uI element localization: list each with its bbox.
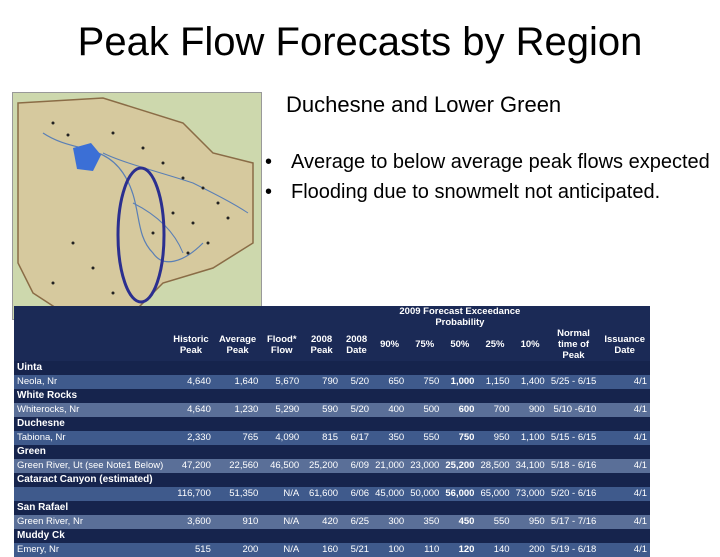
forecast-table	[14, 306, 650, 557]
table-cell: 750	[442, 431, 477, 445]
table-cell: 300	[372, 515, 407, 529]
slide-title: Peak Flow Forecasts by Region	[77, 20, 643, 64]
table-cell: 22,560	[214, 459, 261, 473]
group-label: Uinta	[14, 361, 650, 375]
table-cell: 23,000	[407, 459, 442, 473]
summary-bullets	[262, 150, 712, 210]
group-label: Muddy Ck	[14, 529, 650, 543]
column-header: 2008 Peak	[302, 328, 341, 361]
table-cell: 5/18 - 6/16	[548, 459, 600, 473]
table-cell: 5/25 - 6/15	[548, 375, 600, 389]
group-label: Cataract Canyon (estimated)	[14, 473, 650, 487]
table-cell: 5/20	[341, 403, 372, 417]
table-cell: 160	[302, 543, 341, 557]
group-row	[14, 417, 650, 431]
table-cell: N/A	[261, 487, 302, 501]
table-cell: 140	[477, 543, 512, 557]
table-cell: 1,150	[477, 375, 512, 389]
table-cell: 950	[513, 515, 548, 529]
table-body	[14, 361, 650, 557]
table-cell: 900	[513, 403, 548, 417]
table-cell: 65,000	[477, 487, 512, 501]
table-cell: 950	[477, 431, 512, 445]
table-cell: Neola, Nr	[14, 375, 168, 389]
table-cell: 650	[372, 375, 407, 389]
group-label: Green	[14, 445, 650, 459]
table-cell: 61,600	[302, 487, 341, 501]
column-header: Issuance Date	[599, 328, 650, 361]
table-cell: 73,000	[513, 487, 548, 501]
table-cell: N/A	[261, 515, 302, 529]
column-header: Normal time of Peak	[548, 328, 600, 361]
table-cell: 110	[407, 543, 442, 557]
table-cell: Whiterocks, Nr	[14, 403, 168, 417]
table-cell: 4,090	[261, 431, 302, 445]
table-cell: 515	[168, 543, 214, 557]
table-cell: Green River, Nr	[14, 515, 168, 529]
table-cell: 1,100	[513, 431, 548, 445]
table-cell: 5/21	[341, 543, 372, 557]
table-cell: 400	[372, 403, 407, 417]
table-row	[14, 431, 650, 445]
column-header: 50%	[442, 328, 477, 361]
table-cell: 5/20	[341, 375, 372, 389]
column-header: Historic Peak	[168, 328, 214, 361]
table-cell: 5,670	[261, 375, 302, 389]
table-cell: 450	[442, 515, 477, 529]
table-cell: 750	[407, 375, 442, 389]
table-cell: 56,000	[442, 487, 477, 501]
table-cell: 2,330	[168, 431, 214, 445]
table-cell: 5/19 - 6/18	[548, 543, 600, 557]
group-row	[14, 361, 650, 375]
table-cell: 45,000	[372, 487, 407, 501]
table-cell: 6/09	[341, 459, 372, 473]
table-cell: 25,200	[302, 459, 341, 473]
group-label: San Rafael	[14, 501, 650, 515]
group-row	[14, 473, 650, 487]
table-caption: 2009 Forecast Exceedance Probability	[372, 306, 548, 328]
table-cell: 5/10 -6/10	[548, 403, 600, 417]
table-cell: 4/1	[599, 459, 650, 473]
table-cell: 550	[477, 515, 512, 529]
table-row	[14, 543, 650, 557]
column-header: 90%	[372, 328, 407, 361]
group-label: Duchesne	[14, 417, 650, 431]
column-header	[14, 328, 168, 361]
table-cell: 6/17	[341, 431, 372, 445]
table-cell: Emery, Nr	[14, 543, 168, 557]
table-cell: 4/1	[599, 431, 650, 445]
table-cell: 420	[302, 515, 341, 529]
bullet-item: • Average to below average peak flows expected	[262, 150, 712, 174]
bullet-item: • Flooding due to snowmelt not anticipated.	[262, 180, 712, 204]
table-cell: 4,640	[168, 375, 214, 389]
table-cell: 1,400	[513, 375, 548, 389]
table-cell: 4/1	[599, 487, 650, 501]
table-cell: 34,100	[513, 459, 548, 473]
group-row	[14, 501, 650, 515]
table-row	[14, 459, 650, 473]
table-header-row	[14, 328, 650, 361]
column-header: Flood* Flow	[261, 328, 302, 361]
table-row	[14, 403, 650, 417]
group-row	[14, 529, 650, 543]
group-label: White Rocks	[14, 389, 650, 403]
table-cell: 46,500	[261, 459, 302, 473]
table-cell: 1,000	[442, 375, 477, 389]
table-row	[14, 515, 650, 529]
table-cell: 100	[372, 543, 407, 557]
column-header: 75%	[407, 328, 442, 361]
table-cell: Green River, Ut (see Note1 Below)	[14, 459, 168, 473]
table-row	[14, 375, 650, 389]
table-cell: 700	[477, 403, 512, 417]
table-cell: 590	[302, 403, 341, 417]
table-cell: 790	[302, 375, 341, 389]
region-subtitle: Duchesne and Lower Green	[286, 92, 562, 117]
table-cell: 1,640	[214, 375, 261, 389]
table-cell	[14, 487, 168, 501]
table-cell: 5/15 - 6/15	[548, 431, 600, 445]
table-cell: 3,600	[168, 515, 214, 529]
table-cell: 200	[513, 543, 548, 557]
table-cell: 200	[214, 543, 261, 557]
table-cell: 4,640	[168, 403, 214, 417]
table-cell: 4/1	[599, 515, 650, 529]
table-cell: 51,350	[214, 487, 261, 501]
group-row	[14, 445, 650, 459]
table-cell: 6/25	[341, 515, 372, 529]
table-cell: 550	[407, 431, 442, 445]
table-cell: 765	[214, 431, 261, 445]
table-cell: 50,000	[407, 487, 442, 501]
table-cell: 28,500	[477, 459, 512, 473]
table-cell: 600	[442, 403, 477, 417]
table-cell: 910	[214, 515, 261, 529]
table-cell: 4/1	[599, 375, 650, 389]
table-cell: 350	[407, 515, 442, 529]
table-cell: 815	[302, 431, 341, 445]
column-header: 25%	[477, 328, 512, 361]
basin-map-image	[12, 92, 262, 320]
column-header: 2008 Date	[341, 328, 372, 361]
table-cell: 5/20 - 6/16	[548, 487, 600, 501]
table-row	[14, 487, 650, 501]
table-cell: 1,230	[214, 403, 261, 417]
table-cell: N/A	[261, 543, 302, 557]
table-cell: 500	[407, 403, 442, 417]
table-cell: 21,000	[372, 459, 407, 473]
table-cell: Tabiona, Nr	[14, 431, 168, 445]
column-header: Average Peak	[214, 328, 261, 361]
table-cell: 25,200	[442, 459, 477, 473]
table-cell: 6/06	[341, 487, 372, 501]
table-cell: 120	[442, 543, 477, 557]
column-header: 10%	[513, 328, 548, 361]
table-cell: 4/1	[599, 403, 650, 417]
group-row	[14, 389, 650, 403]
table-cell: 5,290	[261, 403, 302, 417]
table-cell: 4/1	[599, 543, 650, 557]
table-cell: 116,700	[168, 487, 214, 501]
table-cell: 5/17 - 7/16	[548, 515, 600, 529]
table-cell: 47,200	[168, 459, 214, 473]
table-cell: 350	[372, 431, 407, 445]
